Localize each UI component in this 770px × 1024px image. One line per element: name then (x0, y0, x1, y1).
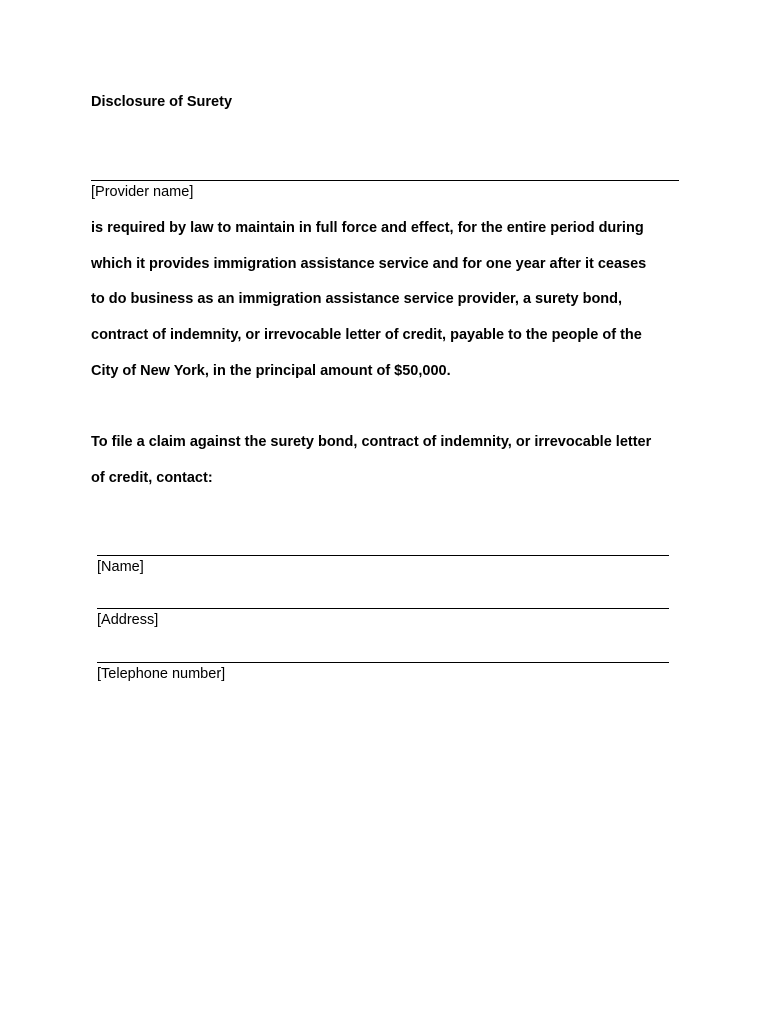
claim-instructions-paragraph (91, 432, 711, 503)
paragraph-line: which it provides immigration assistance service and for one year after it ceases (91, 255, 647, 272)
paragraph-line: City of New York, in the principal amount of $50,000. (91, 362, 451, 379)
telephone-line (97, 662, 669, 663)
provider-name-placeholder: [Provider name] (91, 184, 194, 200)
paragraph-line: to do business as an immigration assistance service provider, a surety bond, (91, 291, 623, 308)
surety-requirement-paragraph (91, 218, 711, 396)
document-title: Disclosure of Surety (91, 94, 233, 110)
paragraph-line: is required by law to maintain in full force and effect, for the entire period during (91, 220, 644, 236)
address-placeholder: [Address] (97, 612, 159, 628)
telephone-placeholder: [Telephone number] (97, 666, 226, 682)
paragraph-line: contract of indemnity, or irrevocable letter of credit, payable to the people of the (91, 327, 642, 344)
paragraph-line: of credit, contact: (91, 469, 213, 486)
name-line (97, 555, 669, 556)
paragraph-line: To file a claim against the surety bond, contract of indemnity, or irrevocable letter (91, 434, 652, 450)
name-placeholder: [Name] (97, 559, 144, 575)
provider-name-line (91, 180, 679, 181)
address-line (97, 608, 669, 609)
